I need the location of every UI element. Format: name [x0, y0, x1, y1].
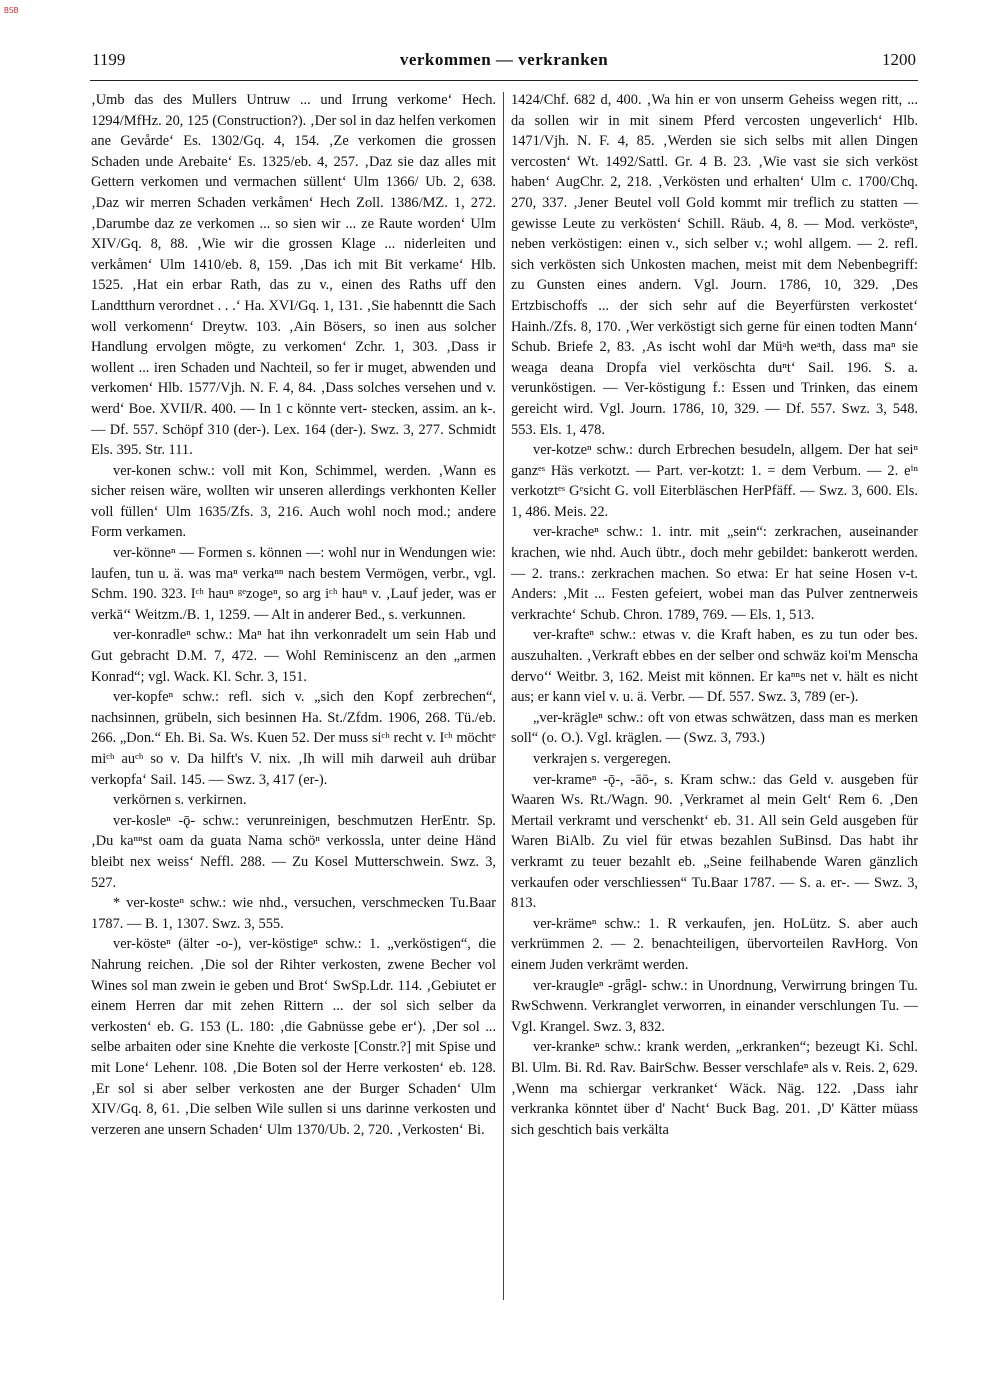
entry-verkoernen: verkörnen s. verkirnen.	[113, 792, 247, 809]
running-title: verkommen — verkranken	[399, 50, 609, 69]
entry-ver-kosten: * ver-kosteⁿ schw.: wie nhd., versuchen, verschmecken Tu.Baar 1787. — B. 1, 1307. Swz. 3, 555.	[91, 895, 496, 932]
entry-continuation: 1424/Chf. 682 d, 400. ‚Wa hin er von unserm Geheiss wegen ritt, ... da sollen wir in mit sinem Pferd vercosten ungeverlich‘ Hlb. 1471/Vjh. N. F. 4, 85. ‚Werden sie sich selbs mit allen Dingen vercosten‘ Wt. 1492/Sattl. Gr. 4 B. 23. ‚Wie vast sie sich verköst haben‘ AugChr. 2, 218. ‚Verkösten und erhalten‘ Ulm c. 1700/Chq. 270, 337. ‚Jener Beutel voll Gold kommt mir treflich zu statten — gewisse Leute zu verkösten‘ Schill. Räub. 4, 8. — Mod. verkösteⁿ, neben verköstigen: einen v., sich selber v.; wohl allgem. — 2. refl. sich verkösten sich Unkosten machen, meist mit dem Nebenbegriff: zu Gunsten eines andern. Vgl. Journ. 1786, 10, 329. ‚Des Ertzbischoffs ... der sich sehr auf die Beyerfürsten verkostet‘ Hainh./Zfs. 8, 170. ‚Wer verköstigt sich gerne für einen todten Mann‘ Schub. Briefe 2, 83. ‚As ischt wohl dar Müᵃh weᵃth, dass maⁿ sie weaga deana Dropfa viel verköschta duⁿt‘ Sail. 196. S. a. verunköstigen. — Ver-köstigung f.: Essen und Trinken, das einem gereicht wird. Vgl. Journ. 1786, 10, 329. — Df. 557. Swz. 3, 548. 553. Els. 1, 478.	[511, 92, 918, 438]
entry-ver-koennen: ver-könneⁿ — Formen s. können —: wohl nur in Wendungen wie: laufen, tun u. ä. was maⁿ verkaⁿⁿ nach bestem Vermögen, verbr., vgl. Schm. 190. 323. Iᶜʰ hauⁿ ᵍᵉzogeⁿ, so arg iᶜʰ hauⁿ v. ‚Lauf jeder, was er verkā‘‘ Weitzm./B. 1, 1259. — Alt in anderer Bed., s. verkunnen.	[91, 545, 496, 623]
entry-verkrajen: verkrajen s. vergeregen.	[533, 751, 671, 767]
page-header	[92, 50, 916, 74]
entry-ver-koesten: ver-kösteⁿ (älter -o-), ver-köstigeⁿ schw.: 1. „verköstigen“, die Nahrung reichen. ‚Die sol der Rihter verkosten, zwene Becher vol Wines sol man zwein ie geben und Brot‘ SwSp.Ldr. 114. ‚Gebiutet er einem Herren dar mit zehen Rittern ... der sol sich selber da verkosten‘ eb. G. 153 (L. 180: ‚die Gabnüsse gebe er‘). ‚Der sol ... selbe arbaiten oder sine Knehte die verkoste [Constr.?] mit Spise und mit Lone‘ Lehenr. 108. ‚Die Boten sol der Herre verkosten‘ eb. 128. ‚Er sol si aber selber verkosten ane der Burger Schaden‘ Ulm XIV/Gq. 8, 61. ‚Die selben Wile sullen si uns darinne verkosten und verzeren ane unsern Schaden‘ Ulm 1370/Ub. 2, 720. ‚Verkosten‘ Bi.	[91, 936, 496, 1138]
right-column	[511, 90, 918, 1140]
entry-ver-kranglen: ver-kraugleⁿ -grǟgl- schw.: in Unordnung, Verwirrung bringen Tu. RwSchwenn. Verkranglet verworren, in einander verschlungen Tu. — Vgl. Krangel. Swz. 3, 832.	[511, 977, 918, 1035]
entry-continuation: ‚Umb das des Mullers Untruw ... und Irrung verkome‘ Hech. 1294/MfHz. 20, 125 (Construction?). ‚Der sol in daz helfen verkomen ane Gevårde‘ Es. 1302/Gq. 4, 154. ‚Ze verkomen die grossen Schaden unde Arebaite‘ Es. 1325/eb. 4, 257. ‚Daz sie daz alles mit Gettern verkomen und vermachen süllent‘ Ulm 1366/ Ub. 2, 638. ‚Daz wir merren Schaden verkåmen‘ Hech Zoll. 1386/MZ. 1, 272. ‚Darumbe daz ze verkomen ... so sien wir ... ze Raute worden‘ Ulm XIV/Gq. 8, 88. ‚Wie wir die grossen Klage ... niderleiten und verkåmen‘ Ulm 1410/eb. 8, 159. ‚Das ich mit Bit verkame‘ Hlb. 1525. ‚Hat ein erbar Rath, das zu v., einen des Raths uff den Landtthurn verordnet . . .‘ Ha. XVI/Gq. 1, 131. ‚Sie habenntt die Sach woll verkomenn‘ Dreytw. 103. ‚Ain Bösers, so inen aus solcher Handlung ervolgen mögte, zu verkomen‘ Zchr. 1, 303. ‚Dass ir wollent ... iren Schaden und Nachteil, so fer ir muget, abwenden und verkomen‘ Hlb. 1577/Vjh. N. F. 4, 84. ‚Dass solches versehen und v. werd‘ Boe. XVII/R. 400. — In 1 c könnte vert- stecken, assim. an k-. — Df. 557. Schöpf 310 (der-). Lex. 164 (der-). Swz. 3, 277. Schmidt Els. 395. Str. 111.	[91, 92, 496, 459]
entry-ver-kraeglen: „ver-krägleⁿ schw.: oft von etwas schwätzen, dass man es merken soll“ (o. O.). Vgl. kräglen. — (Swz. 3, 793.)	[511, 709, 918, 747]
header-rule	[90, 80, 918, 81]
column-divider	[503, 92, 504, 1300]
entry-ver-kraften: ver-krafteⁿ schw.: etwas v. die Kraft haben, es zu tun oder bes. auszuhalten. ‚Verkraft ebbes en der selber ond schwäz koi'm Menscha dervo‘‘ Weitbr. 3, 162. Meist mit können. Er kaⁿⁿs net v. hält es nicht aus; er kann viel v. u. ä. Verbr. — Df. 557. Swz. 3, 789 (er-).	[511, 627, 918, 706]
entry-ver-kotzen: ver-kotzeⁿ schw.: durch Erbrechen besudeln, allgem. Der hat seiⁿ ganzᵉˢ Häs verkotzt. — Part. ver-kotzt: 1. = dem Verbum. — 2. eⁱⁿ verkotztᵉˢ Gᵉsicht G. voll Eiterbläschen HerPfäff. — Swz. 3, 600. Els. 1, 486. Meis. 22.	[511, 442, 918, 520]
entry-ver-koslen: ver-kosleⁿ -ǭ- schw.: verunreinigen, beschmutzen HerEntr. Sp. ‚Du kaⁿⁿst oam da guata Nama schöⁿ verkossla, unter deine Händ bleibt nex weiss‘ Neffl. 288. — Zu Kosel Mutterschwein. Swz. 3, 527.	[91, 812, 496, 891]
entry-ver-kranken: ver-krankeⁿ schw.: krank werden, „erkranken“; bezeugt Ki. Schl. Bl. Ulm. Bi. Rd. Rav. BairSchw. Besser verschlafeⁿ als v. Reis. 2, 629. ‚Wenn ma schiergar verkranket‘ Wäck. Näg. 122. ‚Dass iahr verkranka könntet über d' Nacht‘ Buck Bag. 201. ‚D' Kätter müass sich geschtich bais verkälta	[511, 1039, 918, 1138]
left-column	[91, 90, 496, 1140]
entry-ver-kopfen: ver-kopfeⁿ schw.: refl. sich v. „sich den Kopf zerbrechen“, nachsinnen, grübeln, sich besinnen Ha. St./Zfdm. 1906, 268. Tü./eb. 266. „Don.“ Eh. Bi. Sa. Ws. Kuen 52. Der muss siᶜʰ recht v. Iᶜʰ möchtᵉ miᶜʰ auᶜʰ so v. Da hilft's V. nix. ‚Ih will mih darweil auh drübar verkopfa‘ Sail. 145. — Swz. 3, 417 (er-).	[91, 689, 496, 788]
library-stamp: BSB	[4, 6, 19, 15]
page-number-left: 1199	[92, 50, 126, 69]
entry-ver-krachen: ver-kracheⁿ schw.: 1. intr. mit „sein“: zerkrachen, auseinander krachen, wie nhd. Auch übtr., doch mehr gebildet: bankerott werden. — 2. trans.: zerkrachen machen. So etwa: Er hat seine Hosen v-t. Anders: ‚Mit ... Festen gefeiert, wobei man das Pulver zentnerweis verkrachte‘ Schub. Chron. 1789, 769. — Els. 1, 513.	[511, 524, 918, 623]
entry-ver-kraemen: ver-krämeⁿ schw.: 1. R verkaufen, jen. HoLütz. S. aber auch verkrümmen 2. — 2. benachteiligen, übervorteilen RavHorg. Von einem Juden verkrämt werden.	[511, 915, 918, 973]
page-number-right: 1200	[882, 50, 916, 69]
entry-ver-konen: ver-konen schw.: voll mit Kon, Schimmel, werden. ‚Wann es sicher reisen wäre, wollten wir unseren allerdings verkhonten Keller voll füllen‘ Ulm 1635/Zfs. 3, 216. Auch wohl noch mod.; andere Form verkamen.	[91, 462, 496, 541]
entry-ver-kramen: ver-krameⁿ -ǭ-, -āō-, s. Kram schw.: das Geld v. ausgeben für Waaren Ws. Rt./Wagn. 90. ‚Verkramet al mein Gelt‘ Rem 6. ‚Den Mertail verkramt und verschenkt‘ eb. 31. All sein Geld ausgeben für Waren BiAlb. Zu viel für etwas bezahlen SuBinsd. Das habt ihr verkramt zu teuer bezahlt eb. „Seine feilhabende Waren gänzlich verkaufen oder verschliessen“ Tu.Baar 1787. — S. a. er-. — Swz. 3, 813.	[511, 771, 918, 912]
entry-ver-konradlen: ver-konradleⁿ schw.: Maⁿ hat ihn verkonradelt um sein Hab und Gut gebracht D.M. 7, 472. — Wohl Reminiscenz an den „armen Konrad“; vgl. Wack. Kl. Schr. 3, 151.	[91, 627, 496, 685]
